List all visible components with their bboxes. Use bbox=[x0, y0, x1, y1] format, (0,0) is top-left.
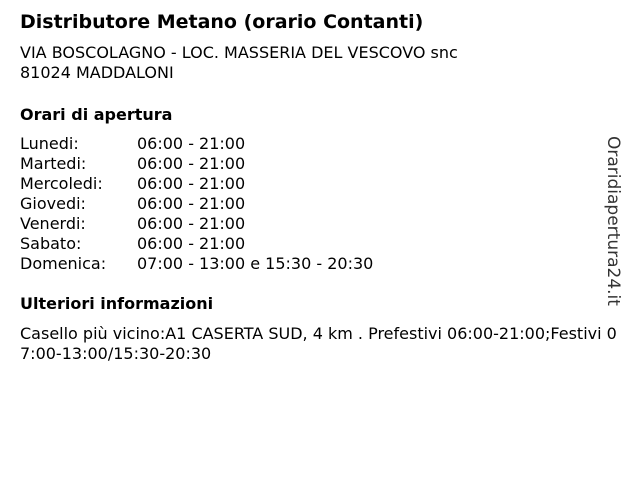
more-info-heading: Ulteriori informazioni bbox=[20, 294, 214, 313]
opening-hours-heading: Orari di apertura bbox=[20, 105, 173, 124]
day-label: Sabato: bbox=[20, 234, 82, 253]
time-range: 06:00 - 21:00 bbox=[137, 214, 246, 233]
address bbox=[20, 43, 458, 83]
day-label: Venerdi: bbox=[20, 214, 86, 233]
address-street: VIA BOSCOLAGNO - LOC. MASSERIA DEL VESCOVO snc bbox=[20, 43, 458, 62]
time-range: 06:00 - 21:00 bbox=[137, 154, 246, 173]
day-label: Martedi: bbox=[20, 154, 87, 173]
day-label: Domenica: bbox=[20, 254, 107, 273]
page-title: Distributore Metano (orario Contanti) bbox=[20, 11, 424, 33]
day-label: Giovedi: bbox=[20, 194, 86, 213]
address-city: 81024 MADDALONI bbox=[20, 63, 174, 82]
site-watermark: Oraridiapertura24.it bbox=[603, 136, 623, 306]
more-info-text: Casello più vicino:A1 CASERTA SUD, 4 km . Prefestivi 06:00-21:00;Festivi 07:00-13:00/15:30-20:30 bbox=[20, 324, 617, 363]
time-range: 06:00 - 21:00 bbox=[137, 194, 246, 213]
time-range: 06:00 - 21:00 bbox=[137, 174, 246, 193]
day-label: Lunedi: bbox=[20, 134, 79, 153]
time-range: 07:00 - 13:00 e 15:30 - 20:30 bbox=[137, 254, 374, 273]
time-range: 06:00 - 21:00 bbox=[137, 234, 246, 253]
time-range: 06:00 - 21:00 bbox=[137, 134, 246, 153]
day-label: Mercoledi: bbox=[20, 174, 103, 193]
